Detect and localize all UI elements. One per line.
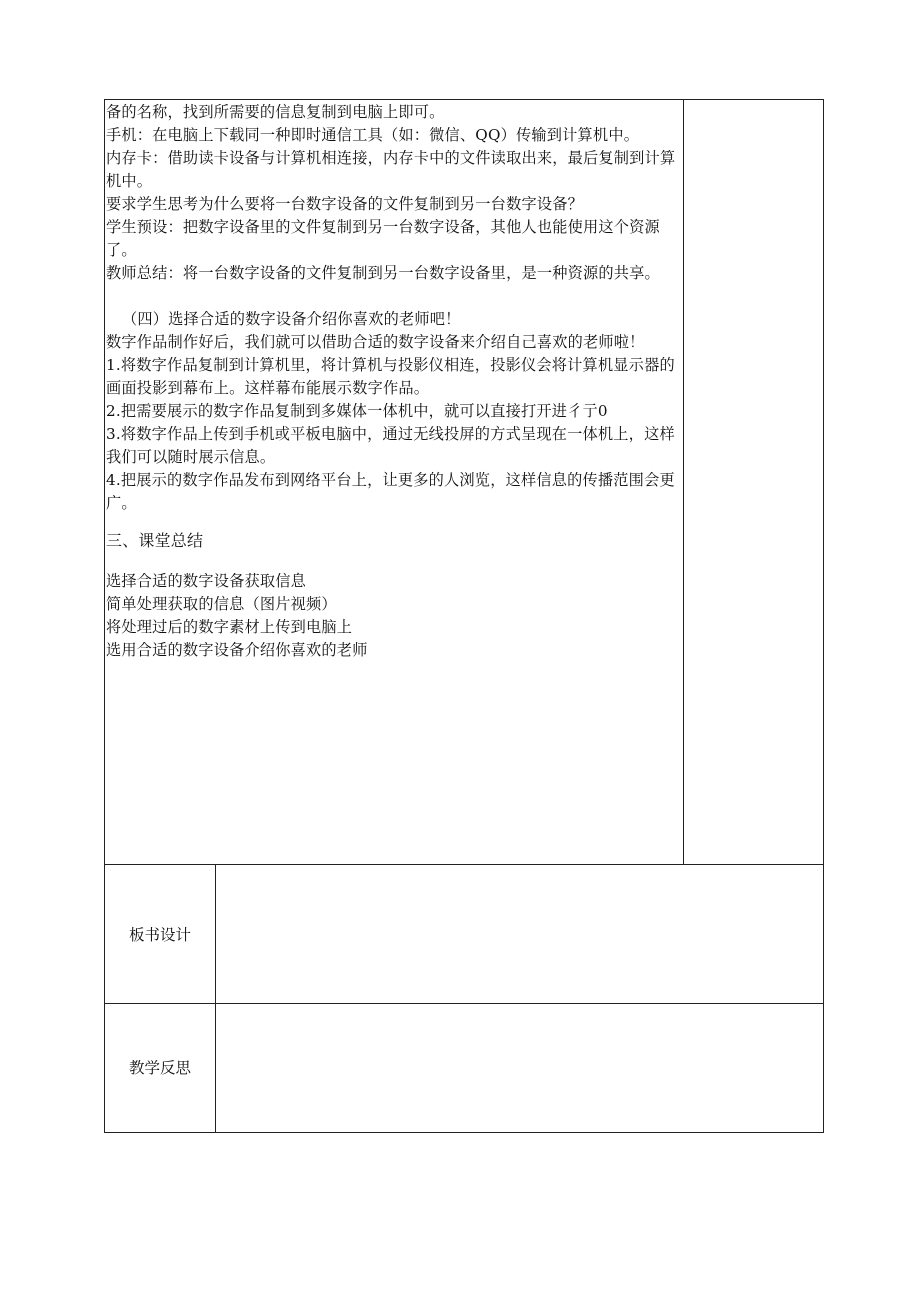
- text-line: 备的名称，找到所需要的信息复制到电脑上即可。: [106, 103, 445, 121]
- text-line: 手机：在电脑上下载同一种即时通信工具（如：微信、QQ）传输到计算机中。: [106, 126, 640, 144]
- right-column-divider: [683, 99, 684, 865]
- list-item: 4.把展示的数字作品发布到网络平台上，让更多的人浏览，这样信息的传播范围会更广。: [106, 471, 675, 512]
- lesson-content: [106, 101, 680, 662]
- list-item: 1.将数字作品复制到计算机里，将计算机与投影仪相连，投影仪会将计算机显示器的画面投影到幕布上。这样幕布能展示数字作品。: [106, 356, 675, 397]
- board-design-label: 板书设计: [128, 926, 191, 944]
- row-divider-1: [104, 864, 824, 865]
- summary-item: 将处理过后的数字素材上传到电脑上: [106, 618, 353, 636]
- list-item: 3.将数字作品上传到手机或平板电脑中，通过无线投屏的方式呈现在一体机上，这样我们可以随时展示信息。: [106, 425, 675, 466]
- summary-heading: 三、课堂总结: [106, 531, 204, 550]
- list-item: 2.把需要展示的数字作品复制到多媒体一体机中，就可以直接打开进彳亍0: [106, 402, 608, 420]
- summary-item: 选用合适的数字设备介绍你喜欢的老师: [106, 641, 368, 659]
- teaching-reflection-label: 教学反思: [128, 1059, 191, 1077]
- section-four-title: （四）选择合适的数字设备介绍你喜欢的老师吧！: [122, 310, 461, 328]
- row-divider-2: [104, 1003, 824, 1004]
- summary-item: 选择合适的数字设备获取信息: [106, 572, 307, 590]
- label-column-divider: [215, 864, 216, 1133]
- summary-item: 简单处理获取的信息（图片视频）: [106, 595, 337, 613]
- section-four-intro: 数字作品制作好后，我们就可以借助合适的数字设备来介绍自己喜欢的老师啦！: [106, 333, 645, 351]
- text-line: 内存卡：借助读卡设备与计算机相连接，内存卡中的文件读取出来，最后复制到计算机中。: [106, 149, 676, 190]
- text-line: 要求学生思考为什么要将一台数字设备的文件复制到另一台数字设备？: [106, 195, 584, 213]
- text-line: 教师总结：将一台数字设备的文件复制到另一台数字设备里，是一种资源的共享。: [106, 264, 660, 282]
- text-line: 学生预设：把数字设备里的文件复制到另一台数字设备，其他人也能使用这个资源了。: [106, 218, 660, 259]
